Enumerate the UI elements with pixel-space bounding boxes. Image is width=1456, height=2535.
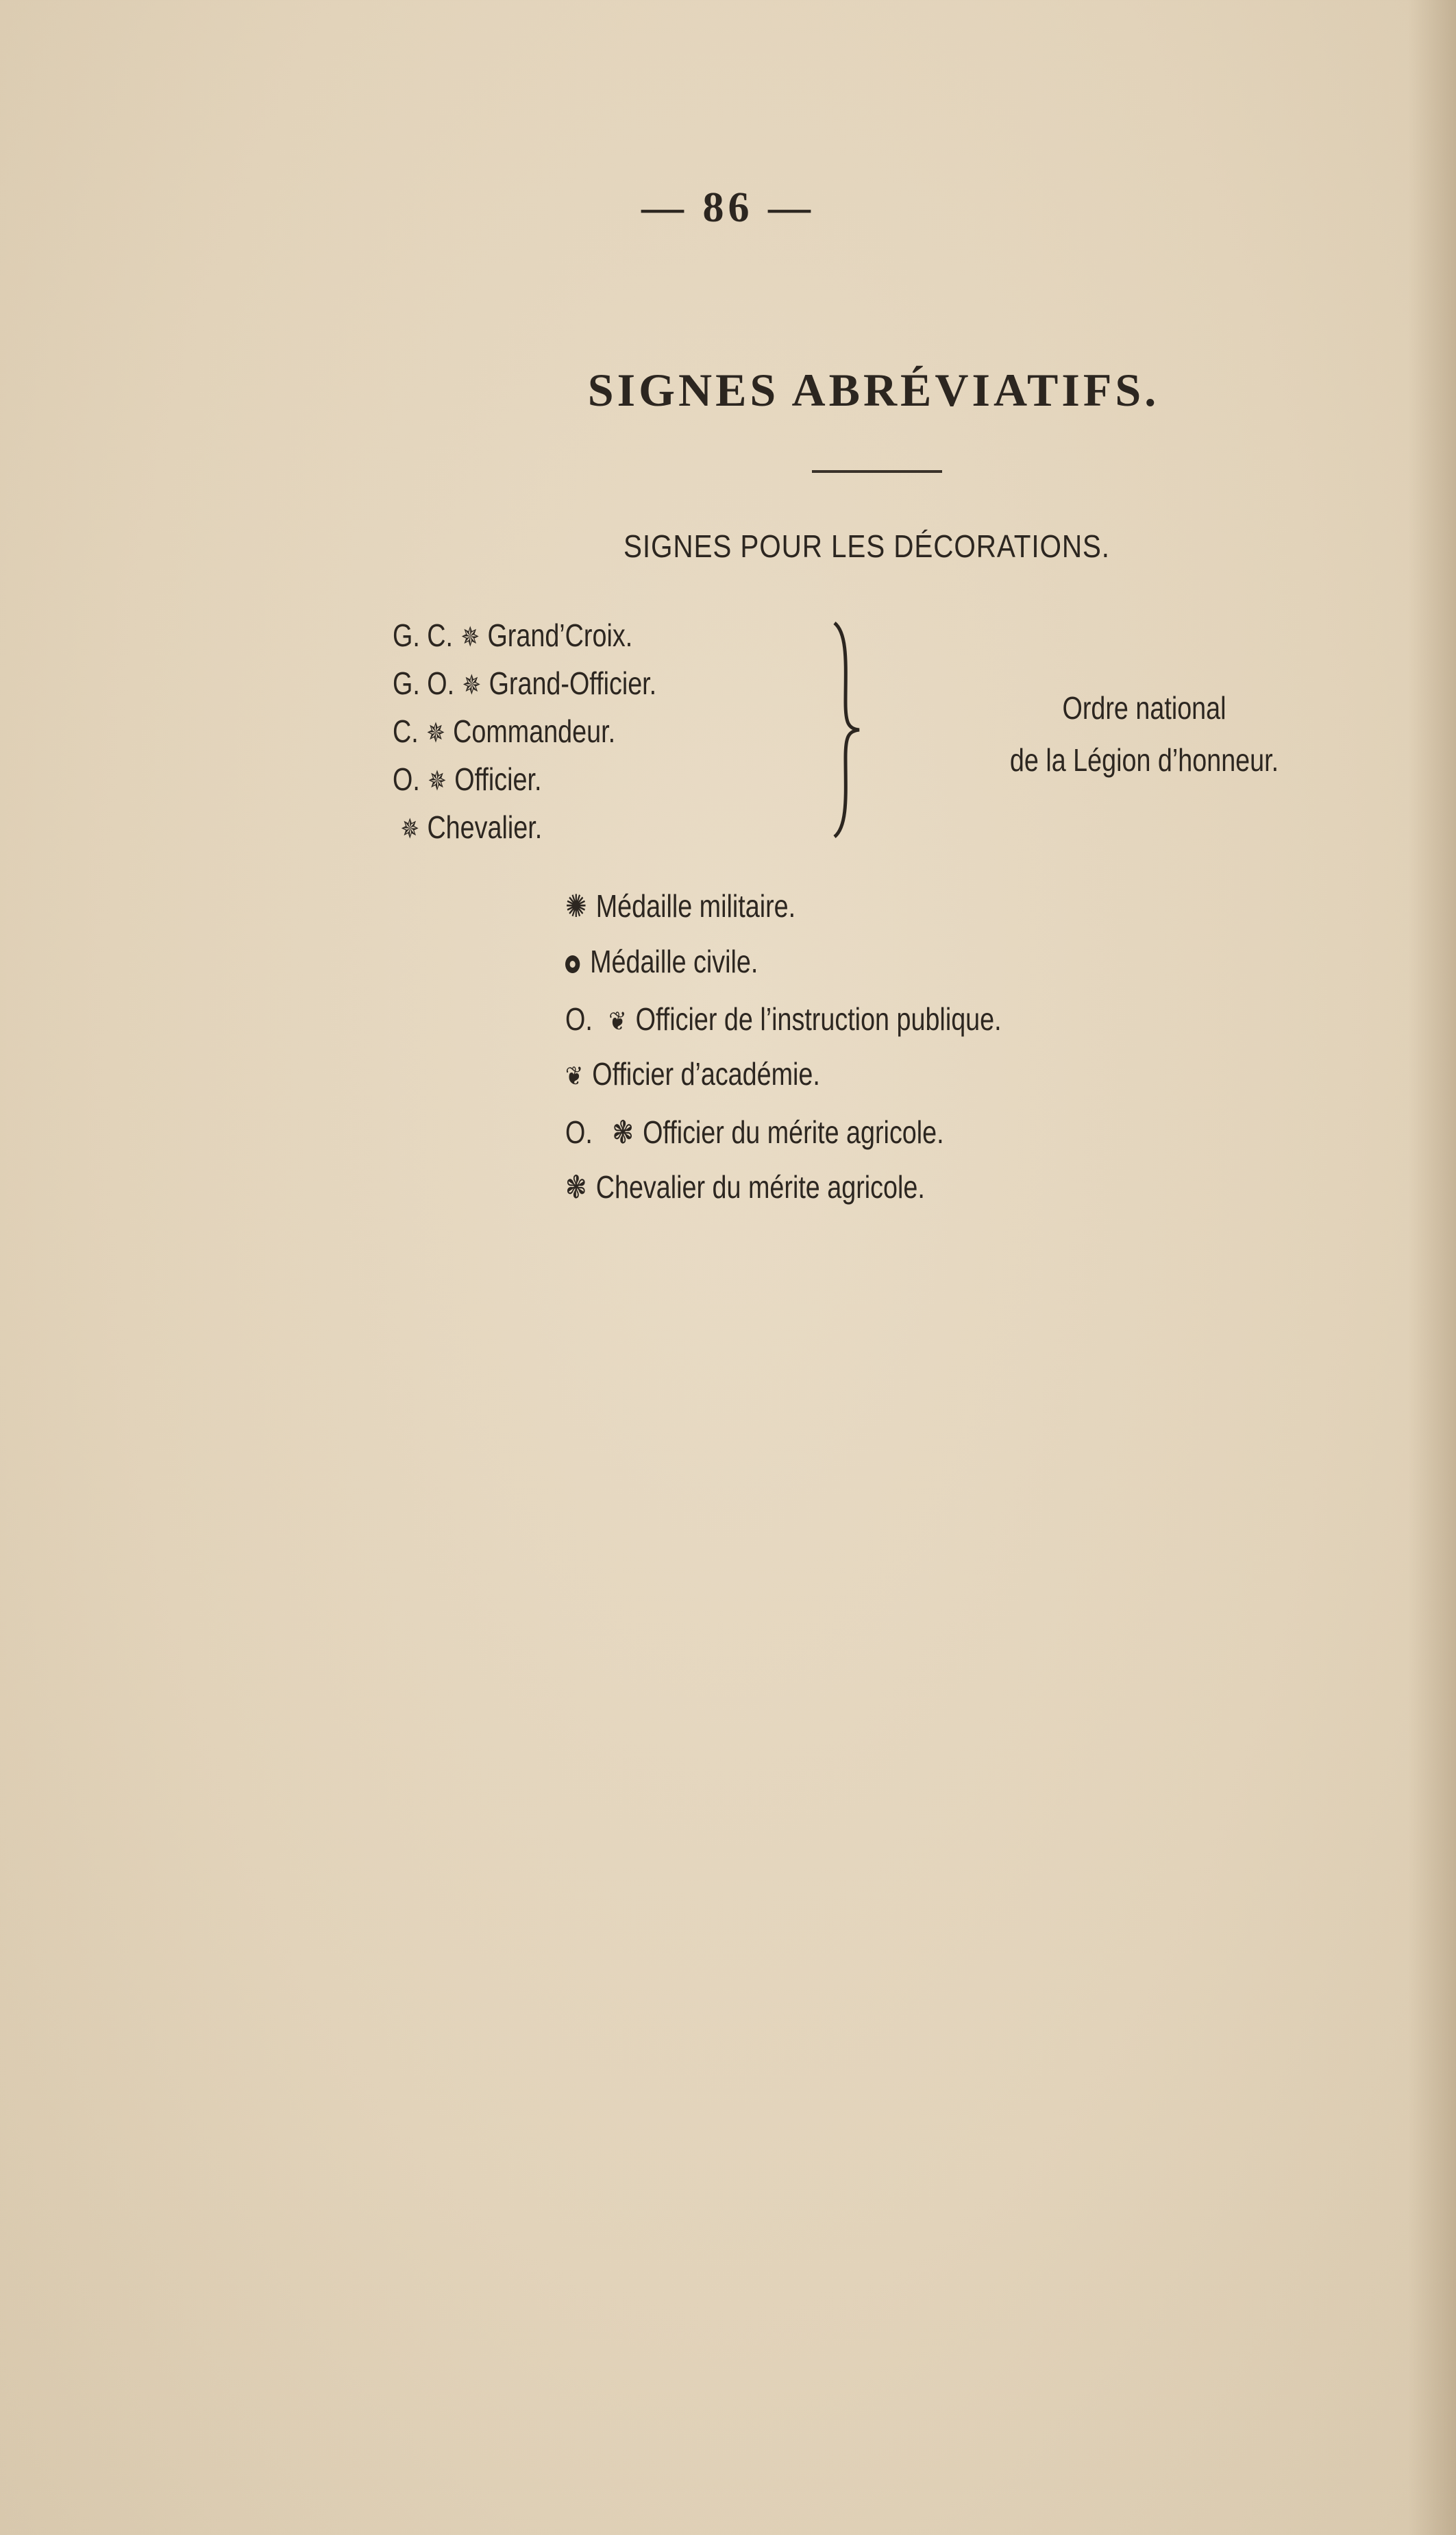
order-label-line1: Ordre national xyxy=(1062,690,1226,726)
medal-item-academie xyxy=(565,1055,820,1092)
star-icon: ✵ xyxy=(460,622,480,652)
page-number: — 86 — xyxy=(641,184,815,231)
legion-item-chevalier xyxy=(393,809,542,846)
order-label-line2: de la Légion d’honneur. xyxy=(1009,742,1279,778)
star-icon: ✵ xyxy=(428,766,447,796)
medal-label: Médaille militaire. xyxy=(595,888,796,924)
star-icon: ✵ xyxy=(426,718,445,748)
legion-item-grand-officier xyxy=(393,665,656,702)
agricultural-merit-icon: ❃ xyxy=(565,1169,587,1205)
legion-item-commandeur xyxy=(393,713,615,750)
medal-label: Officier de l’instruction publique. xyxy=(635,1001,1002,1037)
order-label xyxy=(1004,682,1285,786)
civil-medal-icon xyxy=(565,955,580,973)
legion-abbr: G. O. xyxy=(393,665,455,701)
medal-item-civile xyxy=(565,943,758,980)
legion-label: Grand’Croix. xyxy=(487,617,633,653)
legion-label: Grand-Officier. xyxy=(489,665,657,701)
medal-item-militaire xyxy=(565,887,795,924)
legion-label: Chevalier. xyxy=(427,809,543,845)
legion-label: Officier. xyxy=(454,761,542,797)
star-icon: ✵ xyxy=(462,670,482,700)
legion-abbr: G. C. xyxy=(393,617,454,653)
legion-item-officier xyxy=(393,761,541,798)
academic-palms-icon: ❦ xyxy=(608,1007,627,1036)
medal-item-instruction-publique xyxy=(565,1001,1002,1038)
star-icon: ✵ xyxy=(400,814,419,844)
medal-item-officier-agricole xyxy=(565,1114,944,1151)
page-title: SIGNES ABRÉVIATIFS. xyxy=(587,364,1160,416)
section-subtitle: SIGNES POUR LES DÉCORATIONS. xyxy=(624,528,1110,564)
medal-label: Officier d’académie. xyxy=(592,1056,820,1092)
legion-abbr: O. xyxy=(393,761,420,797)
agricultural-merit-icon: ❃ xyxy=(612,1114,634,1150)
medal-label: Médaille civile. xyxy=(590,944,758,979)
right-brace xyxy=(829,620,870,840)
legion-item-grand-croix xyxy=(393,617,632,654)
legion-label: Commandeur. xyxy=(453,713,616,749)
medal-prefix: O. xyxy=(565,1001,593,1037)
medal-label: Chevalier du mérite agricole. xyxy=(595,1169,925,1205)
legion-abbr: C. xyxy=(393,713,419,749)
military-medal-icon: ✺ xyxy=(565,888,587,924)
medal-prefix: O. xyxy=(565,1114,593,1150)
medal-item-chevalier-agricole xyxy=(565,1168,925,1205)
academic-palms-icon: ❦ xyxy=(565,1062,584,1091)
title-divider xyxy=(812,470,942,473)
medal-label: Officier du mérite agricole. xyxy=(643,1114,944,1150)
